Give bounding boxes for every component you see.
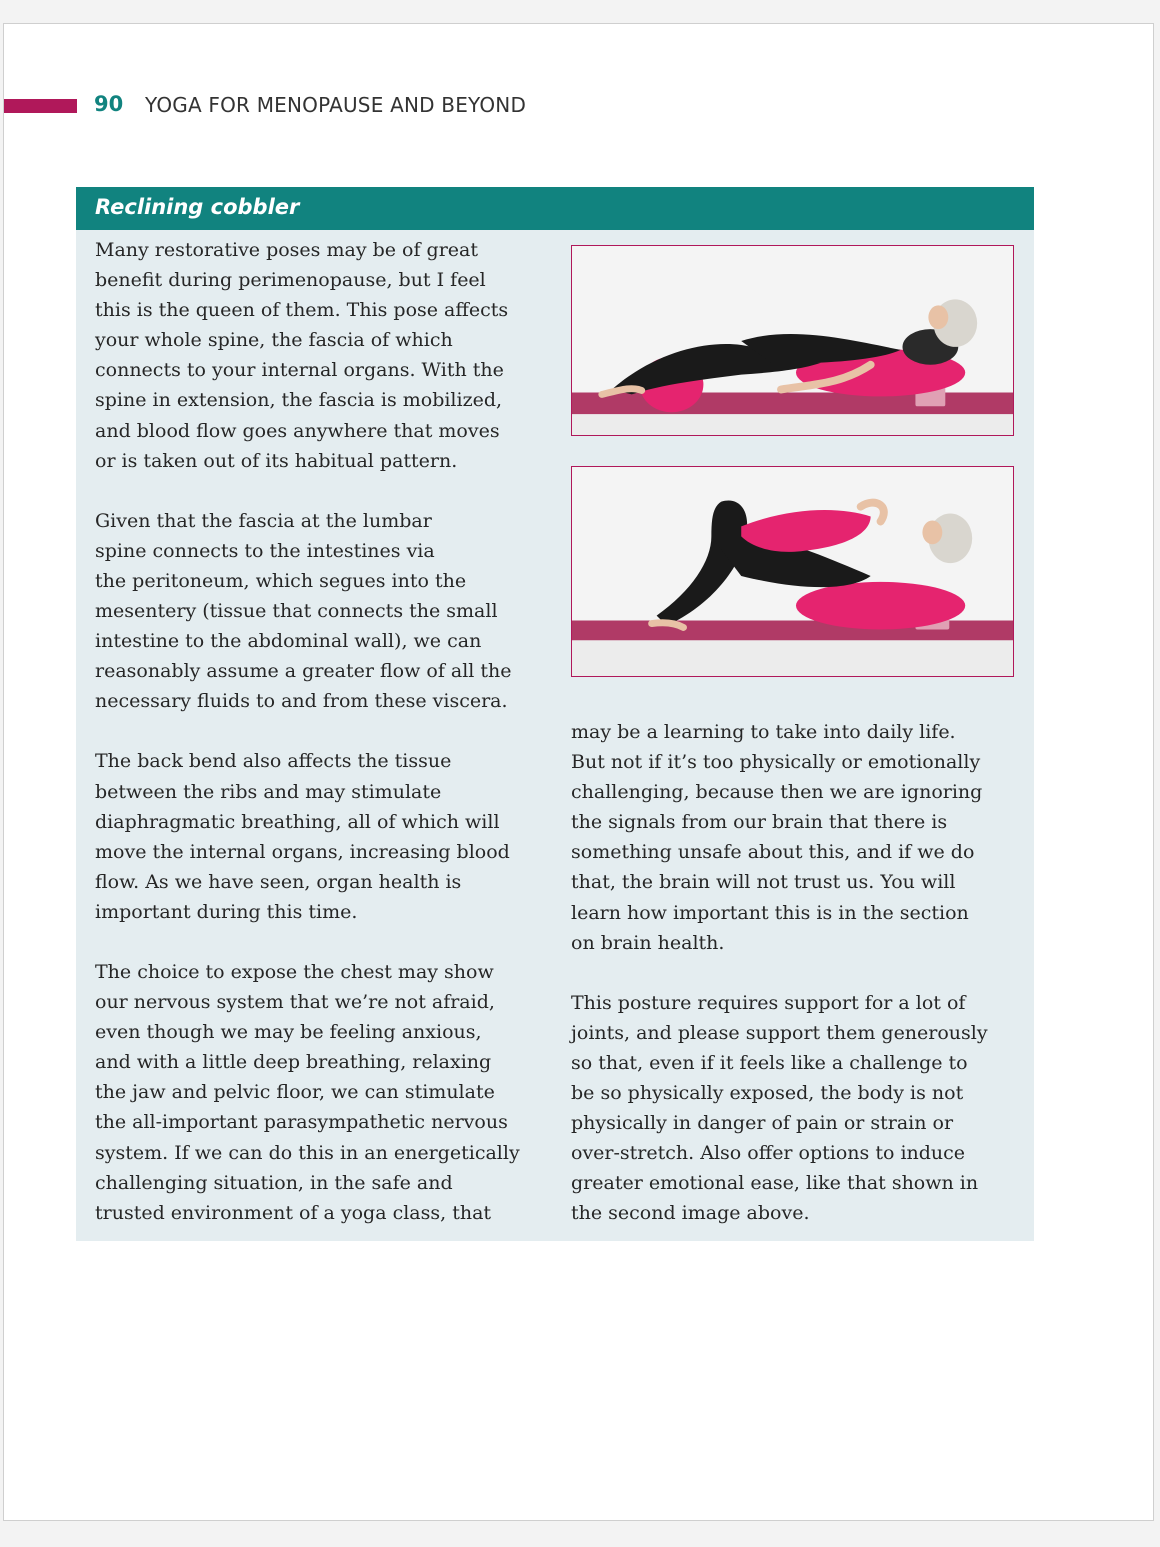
text-line: mesentery (tissue that connects the small <box>95 600 498 623</box>
book-page <box>3 23 1154 1521</box>
pose-photo-reclining-illustration <box>572 246 1013 435</box>
text-line: spine connects to the intestines via <box>95 539 435 562</box>
box-title-bar <box>76 187 1034 230</box>
text-line: spine in extension, the fascia is mobilized, <box>95 389 503 412</box>
header-accent-bar <box>4 99 77 113</box>
text-line: greater emotional ease, like that shown in <box>571 1172 979 1195</box>
text-line: The choice to expose the chest may show <box>95 960 494 983</box>
paragraph <box>95 957 520 1228</box>
text-line: challenging, because then we are ignoring <box>571 781 983 804</box>
paragraph <box>571 717 988 958</box>
text-line: joints, and please support them generously <box>571 1021 988 1044</box>
text-line: our nervous system that we’re not afraid, <box>95 991 495 1014</box>
pose-photo-supported-illustration <box>572 467 1013 676</box>
text-line: between the ribs and may stimulate <box>95 780 442 803</box>
text-line: connects to your internal organs. With the <box>95 359 504 382</box>
paragraph <box>95 746 520 927</box>
pose-photo-reclining <box>571 245 1014 436</box>
text-line: physically in danger of pain or strain or <box>571 1112 954 1135</box>
text-line: even though we may be feeling anxious, <box>95 1021 482 1044</box>
box-title: Reclining cobbler <box>95 195 300 219</box>
text-line: But not if it’s too physically or emotionally <box>571 751 981 774</box>
text-line: or is taken out of its habitual pattern. <box>95 449 458 472</box>
text-line: on brain health. <box>571 931 725 954</box>
text-line: your whole spine, the fascia of which <box>95 329 453 352</box>
text-line: the second image above. <box>571 1202 810 1225</box>
text-line: be so physically exposed, the body is not <box>571 1082 964 1105</box>
text-line: so that, even if it feels like a challenge to <box>571 1051 968 1074</box>
right-column <box>571 717 988 1259</box>
pose-photo-supported <box>571 466 1014 677</box>
text-line: reasonably assume a greater flow of all the <box>95 660 512 683</box>
text-line: diaphragmatic breathing, all of which will <box>95 810 500 833</box>
paragraph <box>95 506 520 717</box>
text-line: important during this time. <box>95 900 358 923</box>
running-title: YOGA FOR MENOPAUSE AND BEYOND <box>145 93 527 117</box>
text-line: the signals from our brain that there is <box>571 811 948 834</box>
text-line: learn how important this is in the section <box>571 901 969 924</box>
text-line: and blood flow goes anywhere that moves <box>95 419 500 442</box>
text-line: that, the brain will not trust us. You will <box>571 871 956 894</box>
text-line: something unsafe about this, and if we do <box>571 841 975 864</box>
text-line: trusted environment of a yoga class, that <box>95 1201 492 1224</box>
text-line: necessary fluids to and from these viscera. <box>95 690 508 713</box>
text-line: this is the queen of them. This pose affects <box>95 299 509 322</box>
sidebar-box-reclining-cobbler <box>76 187 1034 1241</box>
text-line: Given that the fascia at the lumbar <box>95 509 432 532</box>
paragraph <box>95 235 520 476</box>
text-line: benefit during perimenopause, but I feel <box>95 269 486 292</box>
text-line: and with a little deep breathing, relaxing <box>95 1051 492 1074</box>
text-line: over-stretch. Also offer options to induce <box>571 1142 966 1165</box>
paragraph <box>571 988 988 1229</box>
text-line: This posture requires support for a lot of <box>571 991 966 1014</box>
text-line: move the internal organs, increasing blood <box>95 840 510 863</box>
text-line: the peritoneum, which segues into the <box>95 569 467 592</box>
text-line: Many restorative poses may be of great <box>95 239 478 261</box>
text-line: intestine to the abdominal wall), we can <box>95 630 482 653</box>
left-column <box>95 235 520 1258</box>
text-line: challenging situation, in the safe and <box>95 1171 453 1194</box>
text-line: may be a learning to take into daily life. <box>571 721 956 743</box>
text-line: system. If we can do this in an energetically <box>95 1141 520 1164</box>
text-line: flow. As we have seen, organ health is <box>95 870 462 893</box>
text-line: The back bend also affects the tissue <box>95 750 452 773</box>
text-line: the all-important parasympathetic nervous <box>95 1111 508 1134</box>
text-line: the jaw and pelvic floor, we can stimulate <box>95 1081 495 1104</box>
page-number: 90 <box>94 92 124 116</box>
